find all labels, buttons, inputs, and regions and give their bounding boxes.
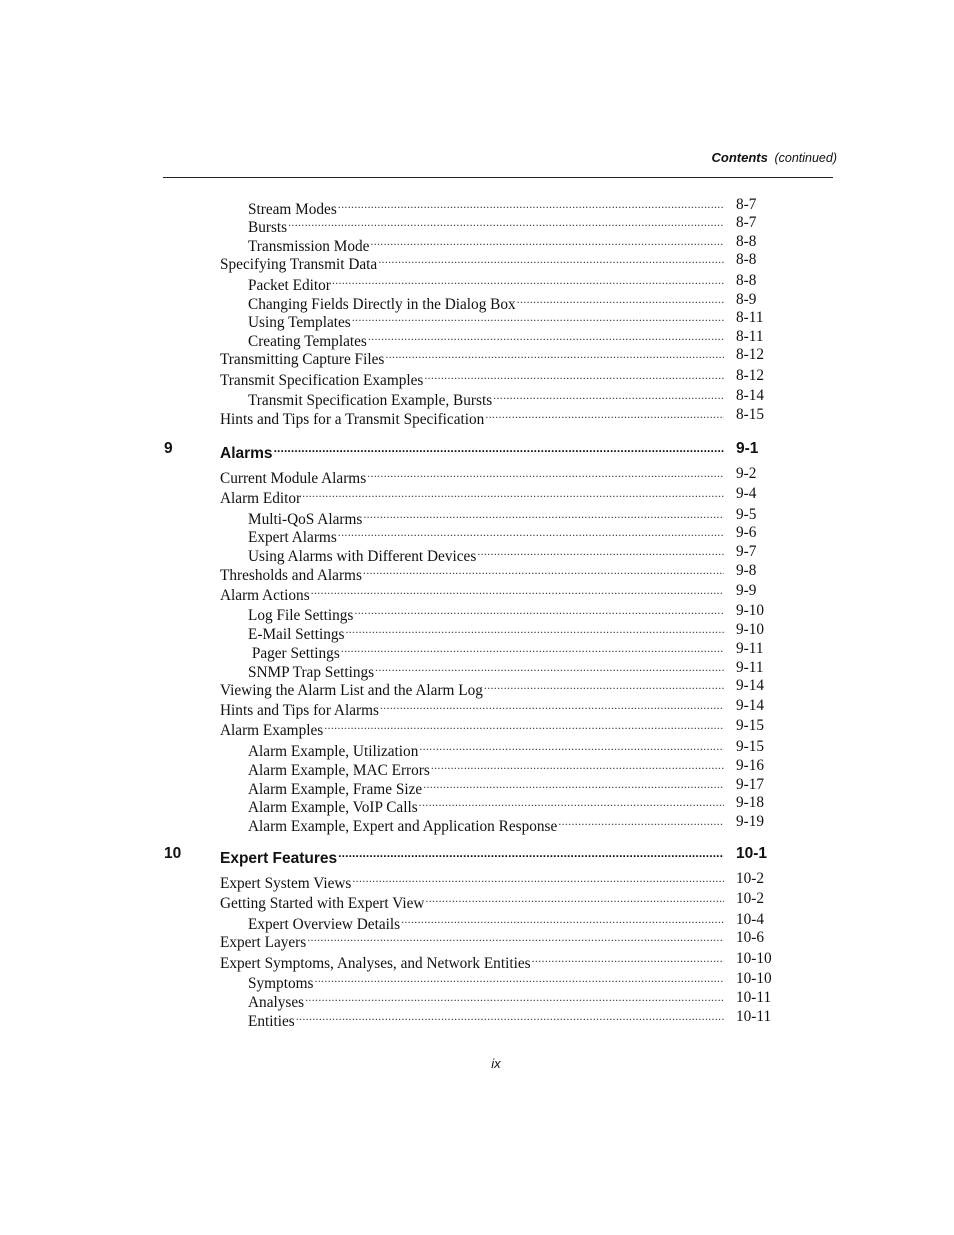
toc-row	[0, 561, 954, 584]
toc-entry-title: Multi-QoS Alarms	[248, 511, 363, 528]
dot-leader	[374, 658, 724, 677]
toc-row	[0, 1007, 954, 1030]
toc-chapter-row	[0, 439, 954, 462]
toc-entry-title: Log File Settings	[248, 607, 354, 624]
chapter-title: Alarms	[220, 445, 273, 462]
toc-page-number: 8-11	[736, 309, 764, 326]
toc-entry-title: Alarm Editor	[220, 490, 302, 507]
dot-leader	[484, 405, 724, 424]
toc-page-number: 9-14	[736, 697, 765, 714]
dot-leader	[430, 756, 724, 775]
toc-page-number: 10-11	[736, 1008, 772, 1025]
header-title: Contents	[711, 150, 768, 165]
dot-leader	[337, 195, 724, 214]
toc-page-number: 10-6	[736, 929, 765, 946]
toc-page-number: 8-7	[736, 196, 757, 213]
dot-leader	[483, 676, 724, 695]
toc-entry-title: Alarm Examples	[220, 722, 324, 739]
toc-entry	[220, 844, 724, 868]
toc-row	[0, 386, 954, 409]
toc-chapter-row	[0, 844, 954, 867]
toc-row	[0, 345, 954, 368]
toc-page-number: 9-2	[736, 465, 757, 482]
toc-row	[0, 910, 954, 933]
toc-entry-title: Transmission Mode	[248, 238, 370, 255]
toc-row	[0, 366, 954, 389]
dot-leader	[344, 620, 724, 639]
dot-leader	[362, 561, 724, 580]
toc-page-number: 9-17	[736, 776, 765, 793]
toc-row	[0, 213, 954, 236]
dot-leader	[384, 345, 724, 364]
toc-page-number: 10-4	[736, 911, 765, 928]
toc-page-number: 9-11	[736, 640, 764, 657]
toc-entry-title: Transmit Specification Examples	[220, 372, 424, 389]
toc-page-number: 8-12	[736, 346, 765, 363]
toc-entry-title: Current Module Alarms	[220, 470, 367, 487]
dot-leader	[400, 910, 724, 929]
dot-leader	[337, 844, 724, 863]
toc-row	[0, 232, 954, 255]
dot-leader	[476, 542, 724, 561]
toc-page-number: 8-14	[736, 387, 765, 404]
dot-leader	[424, 889, 724, 908]
toc-page-number: 8-9	[736, 291, 757, 308]
toc-row	[0, 308, 954, 331]
dot-leader	[306, 928, 724, 947]
toc-page-number: 9-5	[736, 506, 757, 523]
toc-page-number: 8-8	[736, 272, 757, 289]
chapter-number: 9	[164, 440, 173, 457]
toc-entry	[220, 439, 724, 463]
toc-row	[0, 250, 954, 273]
toc-entry-title: Thresholds and Alarms	[220, 567, 362, 584]
dot-leader	[295, 1007, 724, 1026]
toc-entry-title: Getting Started with Expert View	[220, 895, 425, 912]
toc-entry-title: Expert Layers	[220, 934, 307, 951]
toc-page-number: 9-10	[736, 602, 765, 619]
toc-entry-title: Transmitting Capture Files	[220, 351, 385, 368]
dot-leader	[337, 523, 724, 542]
dot-leader	[418, 793, 724, 812]
toc-row	[0, 464, 954, 487]
toc-page-number: 10-2	[736, 890, 765, 907]
toc-entry-title: Hints and Tips for Alarms	[220, 702, 379, 719]
dot-leader	[531, 949, 724, 968]
dot-leader	[304, 988, 724, 1007]
dot-leader	[366, 464, 724, 483]
dot-leader	[377, 250, 724, 269]
dot-leader	[310, 581, 724, 600]
toc-entry-title: SNMP Trap Settings	[248, 664, 375, 681]
dot-leader	[369, 232, 724, 251]
toc-page-number: 8-8	[736, 233, 757, 250]
toc-page-number: 10-11	[736, 989, 772, 1006]
dot-leader	[418, 737, 724, 756]
toc-row	[0, 949, 954, 972]
toc-page-number: 9-11	[736, 659, 764, 676]
dot-leader	[422, 775, 724, 794]
dot-leader	[353, 601, 724, 620]
toc-page-number: 8-15	[736, 406, 765, 423]
toc-row	[0, 601, 954, 624]
toc-row	[0, 793, 954, 816]
toc-entry-title: Analyses	[248, 994, 305, 1011]
toc-row	[0, 969, 954, 992]
toc-entry-title: Using Templates	[248, 314, 351, 331]
toc-page-number: 10-10	[736, 970, 772, 987]
toc-entry-title: E-Mail Settings	[248, 626, 345, 643]
toc-page-number: 9-8	[736, 562, 757, 579]
toc-row	[0, 327, 954, 350]
toc-entry-title: Alarm Example, Expert and Application Response	[248, 818, 558, 835]
toc-page-number: 9-10	[736, 621, 765, 638]
toc-row	[0, 405, 954, 428]
toc-entry-title: Expert Symptoms, Analyses, and Network Entities	[220, 955, 531, 972]
chapter-title: Expert Features	[220, 850, 338, 867]
toc-entry-title: Specifying Transmit Data	[220, 256, 378, 273]
toc-page-number: 8-12	[736, 367, 765, 384]
toc-row	[0, 271, 954, 294]
toc-row	[0, 542, 954, 565]
dot-leader	[287, 213, 724, 232]
dot-leader	[273, 439, 724, 458]
toc-page-number: 10-10	[736, 950, 772, 967]
toc-page-number: 8-8	[736, 251, 757, 268]
toc-page-number: 9-15	[736, 738, 765, 755]
toc-page-number: 9-4	[736, 485, 757, 502]
dot-leader	[323, 716, 724, 735]
toc-row	[0, 505, 954, 528]
toc-page-number: 8-7	[736, 214, 757, 231]
toc-entry	[248, 1007, 724, 1031]
toc-page-number: 9-19	[736, 813, 765, 830]
dot-leader	[351, 308, 724, 327]
toc-entry	[220, 405, 724, 429]
toc-entry-title: Alarm Example, Frame Size	[248, 781, 423, 798]
toc-entry-title: Expert Overview Details	[248, 916, 401, 933]
toc-row	[0, 716, 954, 739]
dot-leader	[301, 484, 724, 503]
toc-entry-title: Alarm Example, MAC Errors	[248, 762, 430, 779]
toc-entry-title: Symptoms	[248, 975, 314, 992]
toc-page-number: 10-2	[736, 870, 765, 887]
dot-leader	[379, 696, 724, 715]
toc-row	[0, 889, 954, 912]
toc-page-number: 8-11	[736, 328, 764, 345]
toc-entry-title: Transmit Specification Example, Bursts	[248, 392, 493, 409]
toc-entry-title: Expert Alarms	[248, 529, 337, 546]
toc-page-number: 9-7	[736, 543, 757, 560]
toc-row	[0, 928, 954, 951]
toc-row	[0, 676, 954, 699]
toc-page-number: 9-15	[736, 717, 765, 734]
toc-row	[0, 195, 954, 218]
toc-entry-title: Pager Settings	[248, 645, 340, 662]
dot-leader	[423, 366, 724, 385]
toc-page-number: 9-9	[736, 582, 757, 599]
toc-entry-title: Changing Fields Directly in the Dialog Box	[248, 296, 516, 313]
toc-entry-title: Alarm Example, Utilization	[248, 743, 419, 760]
toc-entry-title: Stream Modes	[248, 201, 337, 218]
toc-entry-title: Viewing the Alarm List and the Alarm Log	[220, 682, 483, 699]
toc-row	[0, 620, 954, 643]
toc-row	[0, 581, 954, 604]
toc-entry-title: Using Alarms with Different Devices	[248, 548, 477, 565]
toc-page-number: 9-1	[736, 440, 759, 457]
toc-entry-title: Packet Editor	[248, 277, 331, 294]
toc-row	[0, 696, 954, 719]
toc-row	[0, 812, 954, 835]
dot-leader	[351, 869, 724, 888]
toc-row	[0, 988, 954, 1011]
toc-entry-title: Entities	[248, 1013, 295, 1030]
dot-leader	[557, 812, 724, 831]
dot-leader	[362, 505, 724, 524]
toc-entry-title: Creating Templates	[248, 333, 367, 350]
dot-leader	[367, 327, 724, 346]
toc-row	[0, 775, 954, 798]
dot-leader	[313, 969, 724, 988]
toc-entry	[248, 812, 724, 836]
chapter-number: 10	[164, 845, 182, 862]
toc-row	[0, 523, 954, 546]
toc-row	[0, 756, 954, 779]
toc-entry-title: Bursts	[248, 219, 288, 236]
toc-entry-title: Alarm Example, VoIP Calls	[248, 799, 418, 816]
toc-row	[0, 737, 954, 760]
dot-leader	[516, 290, 724, 309]
toc-entry-title: Expert System Views	[220, 875, 352, 892]
toc-row	[0, 658, 954, 681]
toc-page-number: 9-16	[736, 757, 765, 774]
dot-leader	[492, 386, 724, 405]
toc-page-number: 10-1	[736, 845, 768, 862]
toc-row	[0, 484, 954, 507]
toc-row	[0, 869, 954, 892]
dot-leader	[340, 639, 724, 658]
page-number: ix	[491, 1056, 501, 1071]
toc-row	[0, 639, 954, 662]
header-subtitle: (continued)	[774, 151, 837, 165]
toc-entry-title: Alarm Actions	[220, 587, 310, 604]
toc-page-number: 9-14	[736, 677, 765, 694]
dot-leader	[331, 271, 724, 290]
toc-page-number: 9-6	[736, 524, 757, 541]
toc-page-number: 9-18	[736, 794, 765, 811]
toc-entry-title: Hints and Tips for a Transmit Specification	[220, 411, 485, 428]
toc-row	[0, 290, 954, 313]
